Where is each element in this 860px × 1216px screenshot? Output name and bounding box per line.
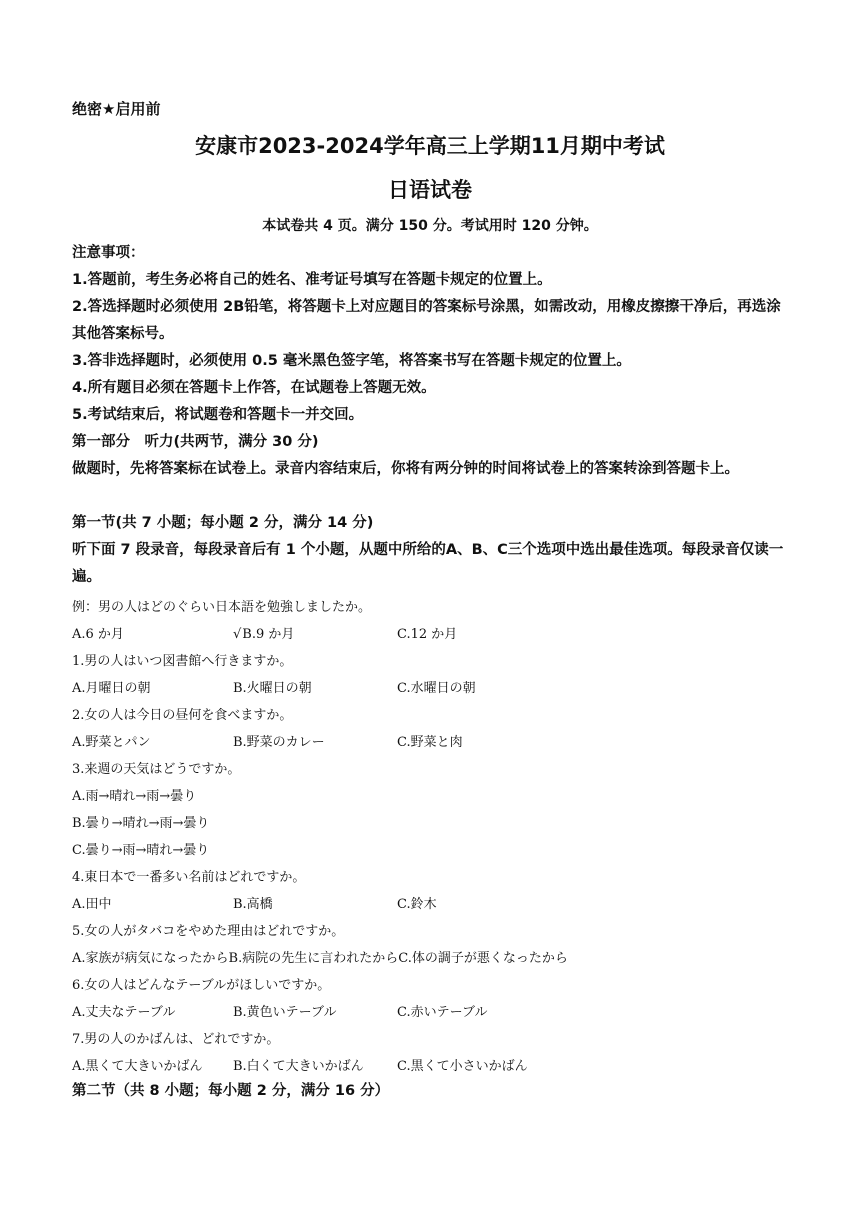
question-7: 7.男の人のかばんは、どれですか。	[72, 1032, 280, 1047]
q7-option-b: B.白くて大きいかばん	[233, 1059, 364, 1074]
question-5: 5.女の人がタバコをやめた理由はどれですか。	[72, 924, 345, 939]
question-6: 6.女の人はどんなテーブルがほしいですか。	[72, 978, 331, 993]
note-5: 5.考试结束后，将试题卷和答题卡一并交回。	[72, 407, 364, 423]
question-1: 1.男の人はいつ図書館へ行きますか。	[72, 654, 293, 669]
question-3: 3.来週の天気はどうですか。	[72, 762, 241, 777]
q7-option-a: A.黒くて大きいかばん	[72, 1059, 203, 1074]
question-4: 4.東日本で一番多い名前はどれですか。	[72, 870, 306, 885]
q5-options: A.家族が病気になったからB.病院の先生に言われたからC.体の調子が悪くなったから	[72, 951, 568, 966]
q2-option-b: B.野菜のカレー	[233, 735, 325, 750]
q6-option-b: B.黄色いテーブル	[233, 1005, 337, 1020]
exam-subject: 日语试卷	[388, 178, 472, 202]
q2-option-a: A.野菜とパン	[72, 735, 151, 750]
note-4: 4.所有题目必须在答题卡上作答，在试题卷上答题无效。	[72, 380, 436, 396]
q6-option-a: A.丈夫なテーブル	[72, 1005, 176, 1020]
example-option-b-text: B.9 か月	[242, 627, 295, 642]
check-mark-icon: √	[233, 627, 242, 642]
part1-heading: 第一部分 听力(共两节，满分 30 分)	[72, 434, 319, 450]
section2-heading: 第二节（共 8 小题；每小题 2 分，满分 16 分）	[72, 1083, 390, 1099]
part1-instructions: 做题时，先将答案标在试卷上。录音内容结束后，你将有两分钟的时间将试卷上的答案转涂到答题卡上。	[72, 461, 739, 477]
section1-heading: 第一节(共 7 小题；每小题 2 分，满分 14 分)	[72, 515, 374, 531]
section1-instructions: 听下面 7 段录音，每段录音后有 1 个小题，从题中所给的A、B、C三个选项中选出最佳选项。每段录音仅读一遍。	[72, 542, 784, 585]
q4-option-a: A.田中	[72, 897, 112, 912]
q3-option-b: B.曇り→晴れ→雨→曇り	[72, 816, 210, 831]
q1-option-a: A.月曜日の朝	[72, 681, 151, 696]
note-1: 1.答题前，考生务必将自己的姓名、准考证号填写在答题卡规定的位置上。	[72, 272, 552, 288]
question-2: 2.女の人は今日の昼何を食べますか。	[72, 708, 293, 723]
q2-option-c: C.野菜と肉	[397, 735, 463, 750]
q7-option-c: C.黒くて小さいかばん	[397, 1059, 528, 1074]
q4-option-c: C.鈴木	[397, 897, 437, 912]
q3-option-a: A.雨→晴れ→雨→曇り	[72, 789, 197, 804]
q6-option-c: C.赤いテーブル	[397, 1005, 488, 1020]
q1-option-b: B.火曜日の朝	[233, 681, 312, 696]
exam-title: 安康市2023-2024学年高三上学期11月期中考试	[195, 134, 665, 158]
notes-heading: 注意事项：	[72, 245, 145, 261]
note-2: 2.答选择题时必须使用 2B铅笔，将答题卡上对应题目的答案标号涂黑，如需改动，用橡皮擦擦干净后，再选涂其他答案标号。	[72, 299, 781, 342]
exam-info: 本试卷共 4 页。满分 150 分。考试用时 120 分钟。	[262, 218, 598, 234]
example-question: 例：男の人はどのぐらい日本語を勉強しましたか。	[72, 600, 372, 615]
note-3: 3.答非选择题时，必须使用 0.5 毫米黑色签字笔，将答案书写在答题卡规定的位置上。	[72, 353, 631, 369]
q4-option-b: B.高橋	[233, 897, 273, 912]
confidential-label: 绝密★启用前	[72, 100, 161, 118]
q1-option-c: C.水曜日の朝	[397, 681, 476, 696]
example-option-b	[233, 623, 294, 642]
q3-option-c: C.曇り→雨→晴れ→曇り	[72, 843, 210, 858]
example-option-a: A.6 か月	[72, 627, 124, 642]
example-option-c: C.12 か月	[397, 627, 458, 642]
